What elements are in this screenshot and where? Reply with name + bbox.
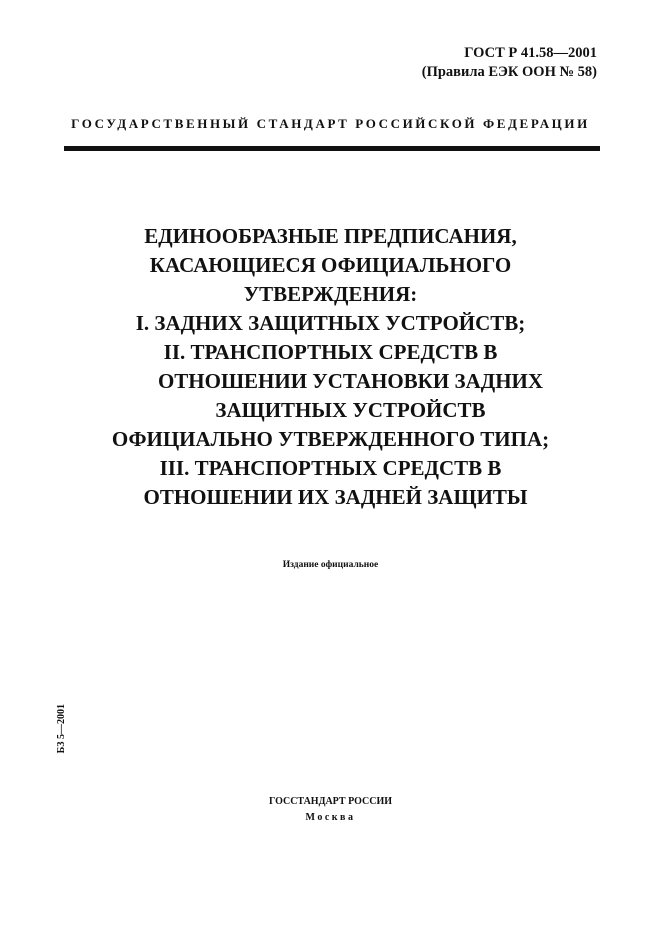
title-line-4: I. ЗАДНИХ ЗАЩИТНЫХ УСТРОЙСТВ; [135,311,526,335]
title-line-6: ОТНОШЕНИИ УСТАНОВКИ ЗАДНИХ [157,369,544,393]
standard-number: ГОСТ Р 41.58—2001 [464,45,597,61]
regulation-number: (Правила ЕЭК ООН № 58) [421,64,597,80]
edition-note: Издание официальное [282,560,379,570]
publisher [0,794,661,826]
title-line-2: КАСАЮЩИЕСЯ ОФИЦИАЛЬНОГО [149,253,512,277]
title-line-8: ОФИЦИАЛЬНО УТВЕРЖДЕННОГО ТИПА; [111,427,550,451]
org-title: ГОСУДАРСТВЕННЫЙ СТАНДАРТ РОССИЙСКОЙ ФЕДЕРАЦИИ [71,116,590,131]
document-code [422,44,597,82]
title-line-1: ЕДИНООБРАЗНЫЕ ПРЕДПИСАНИЯ, [144,224,517,248]
header-divider [64,146,600,151]
document-title [0,222,661,512]
publisher-city: Москва [305,812,356,823]
title-line-7: ЗАЩИТНЫХ УСТРОЙСТВ [215,398,486,422]
title-line-5: II. ТРАНСПОРТНЫХ СРЕДСТВ В [163,340,498,364]
title-line-9: III. ТРАНСПОРТНЫХ СРЕДСТВ В [159,456,502,480]
side-code: БЗ 5—2001 [56,704,67,754]
title-line-10: ОТНОШЕНИИ ИХ ЗАДНЕЙ ЗАЩИТЫ [143,485,528,509]
publisher-name: ГОССТАНДАРТ РОССИИ [268,796,393,807]
title-line-3: УТВЕРЖДЕНИЯ: [243,282,418,306]
